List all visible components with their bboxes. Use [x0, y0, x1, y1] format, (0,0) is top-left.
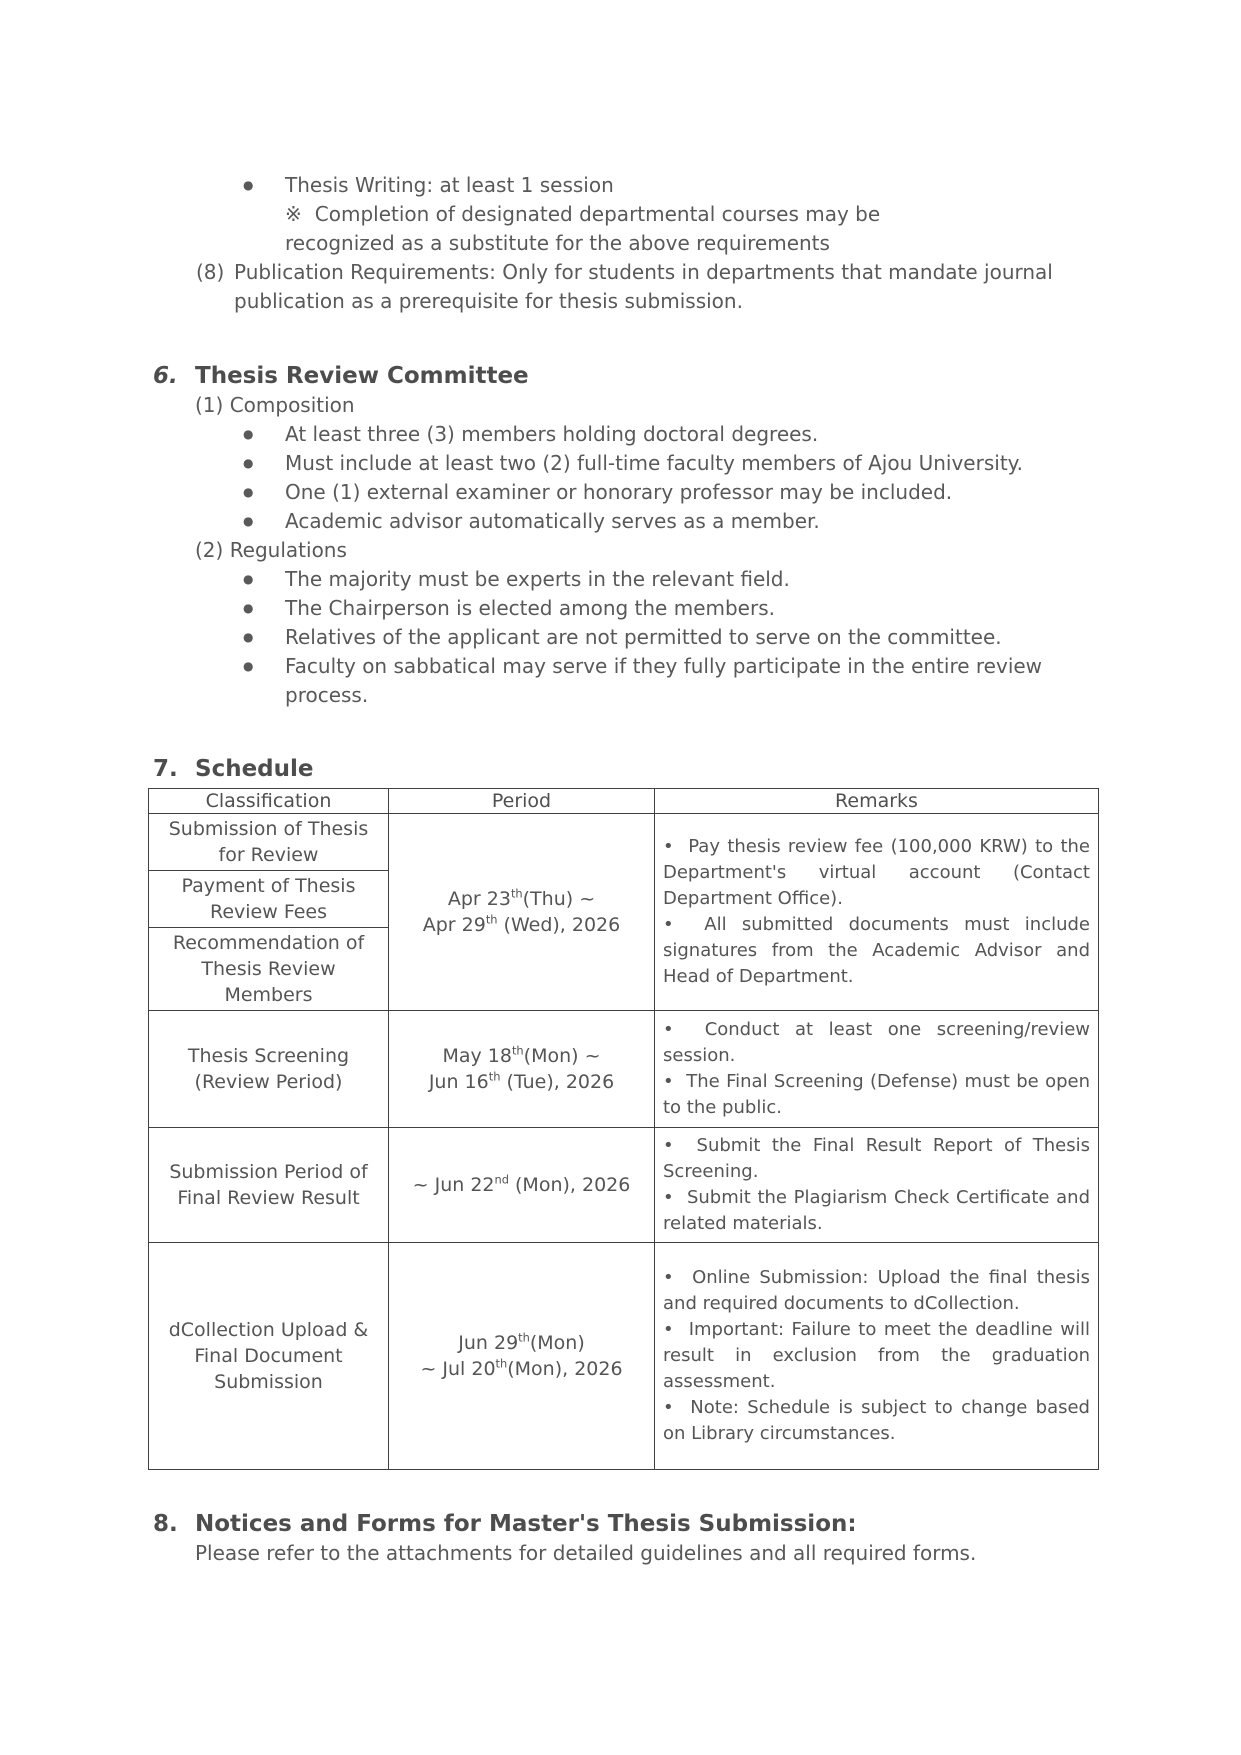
table-row: [149, 1243, 1099, 1470]
bullet-icon: ●: [243, 427, 254, 441]
bullet-icon: ●: [243, 659, 254, 673]
cell-classification: Submission Period of Final Review Result: [149, 1128, 389, 1243]
list-item: [135, 623, 1121, 652]
remark-item: • All submitted documents must include signatures from the Academic Advisor and Head of Department.: [663, 912, 1090, 990]
list-item-text: Academic advisor automatically serves as a member.: [285, 509, 820, 533]
list-item: [135, 594, 1121, 623]
list-item: [135, 652, 1121, 710]
subsection-label-regulations: (2) Regulations: [195, 538, 347, 562]
note-line: [135, 200, 945, 258]
cell-period: Jun 29th(Mon) ~ Jul 20th(Mon), 2026: [389, 1243, 655, 1470]
list-item-text: Must include at least two (2) full-time faculty members of Ajou University.: [285, 451, 1023, 475]
section-heading-schedule: [135, 755, 1121, 784]
table-row: [149, 814, 1099, 871]
section-number: 6.: [153, 363, 178, 389]
bullet-icon: ●: [243, 514, 254, 528]
remark-item: • Important: Failure to meet the deadline will result in exclusion from the graduation assessment.: [663, 1317, 1090, 1395]
header-classification: Classification: [149, 789, 389, 814]
reference-mark-icon: ※: [285, 202, 302, 226]
list-item: [135, 507, 1121, 536]
section-title: Notices and Forms for Master's Thesis Submission:: [195, 1511, 857, 1537]
note-text: Completion of designated departmental courses may be recognized as a substitute for the above requirements: [285, 202, 881, 255]
table-header-row: [149, 789, 1099, 814]
bullet-icon: ●: [243, 456, 254, 470]
remark-item: • Online Submission: Upload the final thesis and required documents to dCollection.: [663, 1265, 1090, 1317]
cell-period: Apr 23th(Thu) ~ Apr 29th (Wed), 2026: [389, 814, 655, 1011]
numbered-item-8: [135, 258, 1121, 316]
remark-item: • Submit the Plagiarism Check Certificate and related materials.: [663, 1185, 1090, 1237]
list-item-thesis-writing: [135, 171, 1121, 200]
cell-remarks: [655, 1011, 1099, 1128]
bullet-icon: ●: [243, 601, 254, 615]
notices-body: Please refer to the attachments for detailed guidelines and all required forms.: [195, 1541, 977, 1565]
cell-period: ~ Jun 22nd (Mon), 2026: [389, 1128, 655, 1243]
section-heading-committee: [135, 362, 1121, 391]
remark-item: • Conduct at least one screening/review session.: [663, 1017, 1090, 1069]
cell-classification: Recommendation of Thesis Review Members: [149, 928, 389, 1011]
list-item-text: Thesis Writing: at least 1 session: [285, 173, 614, 197]
cell-classification: Thesis Screening (Review Period): [149, 1011, 389, 1128]
section-number: 8.: [153, 1511, 178, 1537]
list-item: [135, 478, 1121, 507]
table-row: [149, 1128, 1099, 1243]
bullet-icon: ●: [243, 572, 254, 586]
cell-remarks: [655, 1243, 1099, 1470]
cell-remarks: [655, 814, 1099, 1011]
list-item-text: The majority must be experts in the relevant field.: [285, 567, 790, 591]
cell-remarks: [655, 1128, 1099, 1243]
remark-item: • Pay thesis review fee (100,000 KRW) to the Department's virtual account (Contact Department Office).: [663, 834, 1090, 912]
list-item-text: At least three (3) members holding doctoral degrees.: [285, 422, 819, 446]
section-number: 7.: [153, 756, 178, 782]
cell-classification: dCollection Upload & Final Document Submission: [149, 1243, 389, 1470]
item-text: Publication Requirements: Only for students in departments that mandate journal publication as a prerequisite for thesis submission.: [234, 260, 1053, 313]
list-item-text: One (1) external examiner or honorary professor may be included.: [285, 480, 953, 504]
bullet-icon: ●: [243, 630, 254, 644]
section-title: Schedule: [195, 756, 314, 782]
cell-classification: Submission of Thesis for Review: [149, 814, 389, 871]
section-title: Thesis Review Committee: [195, 363, 529, 389]
list-item-text: Relatives of the applicant are not permitted to serve on the committee.: [285, 625, 1002, 649]
schedule-table: [148, 788, 1099, 1470]
header-remarks: Remarks: [655, 789, 1099, 814]
list-item: [135, 420, 1121, 449]
cell-classification: Payment of Thesis Review Fees: [149, 871, 389, 928]
cell-period: May 18th(Mon) ~ Jun 16th (Tue), 2026: [389, 1011, 655, 1128]
section-heading-notices: [135, 1510, 1121, 1539]
bullet-icon: ●: [243, 485, 254, 499]
list-item: [135, 449, 1121, 478]
item-marker: (8): [196, 260, 225, 284]
remark-item: • Submit the Final Result Report of Thesis Screening.: [663, 1133, 1090, 1185]
subsection-label-composition: (1) Composition: [195, 393, 355, 417]
table-row: [149, 1011, 1099, 1128]
list-item: [135, 565, 1121, 594]
list-item-text: Faculty on sabbatical may serve if they fully participate in the entire review process.: [285, 654, 1043, 707]
remark-item: • Note: Schedule is subject to change based on Library circumstances.: [663, 1395, 1090, 1447]
header-period: Period: [389, 789, 655, 814]
bullet-icon: ●: [243, 178, 254, 192]
remark-item: • The Final Screening (Defense) must be open to the public.: [663, 1069, 1090, 1121]
list-item-text: The Chairperson is elected among the members.: [285, 596, 775, 620]
